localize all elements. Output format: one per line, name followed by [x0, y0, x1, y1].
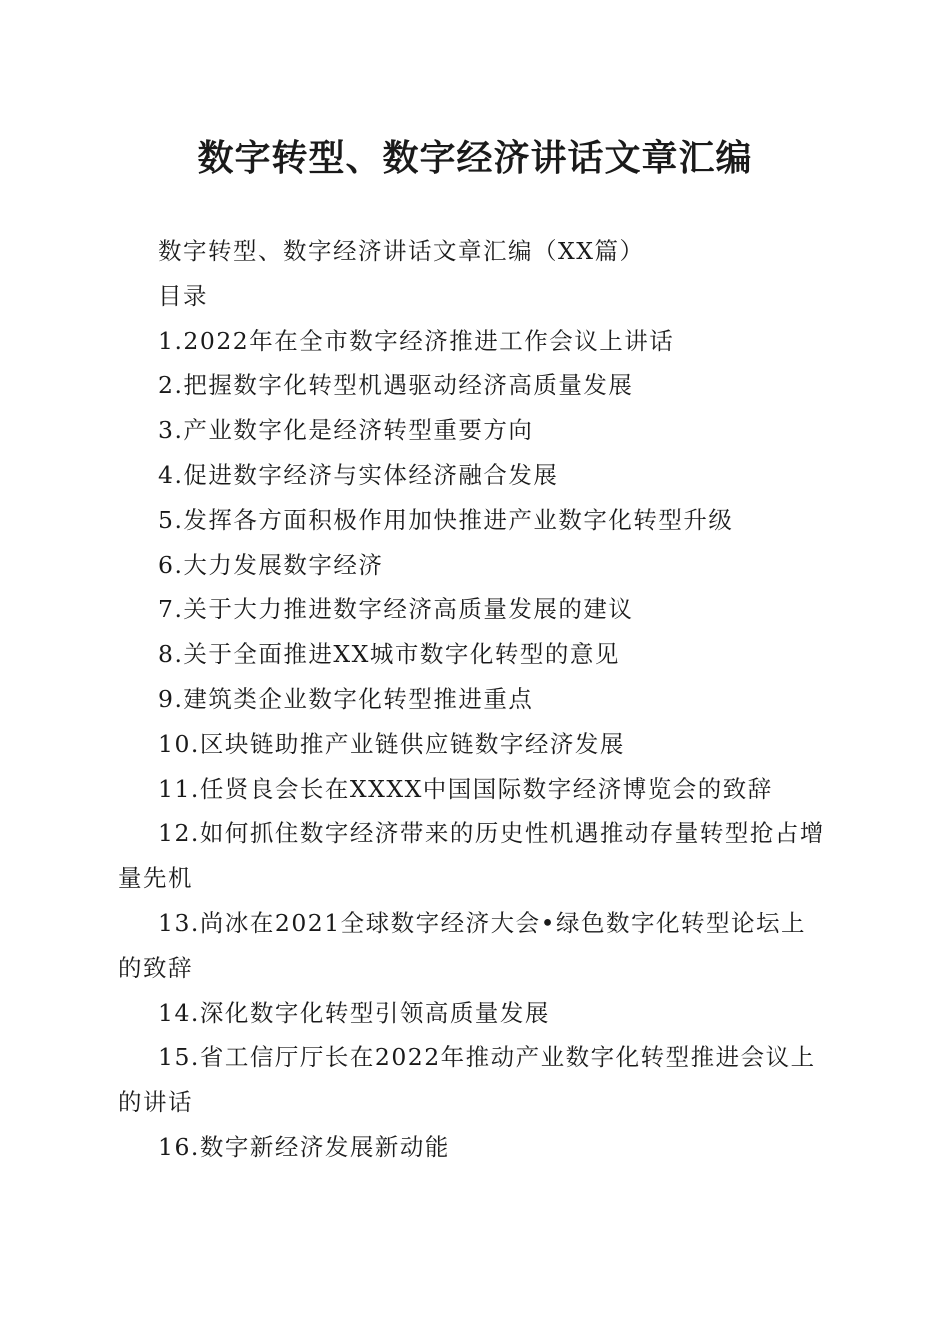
toc-item: 7.关于大力推进数字经济高质量发展的建议 — [158, 595, 634, 624]
toc-item: 6.大力发展数字经济 — [158, 550, 384, 579]
toc-item: 8.关于全面推进XX城市数字化转型的意见 — [158, 640, 620, 669]
toc-item: 13.尚冰在2021全球数字经济大会•绿色数字化转型论坛上的致辞 — [118, 908, 807, 982]
toc-item: 3.产业数字化是经济转型重要方向 — [158, 416, 534, 445]
toc-item: 4.促进数字经济与实体经济融合发展 — [158, 460, 559, 489]
toc-item: 16.数字新经济发展新动能 — [158, 1132, 450, 1161]
toc-item: 11.任贤良会长在XXXX中国国际数字经济博览会的致辞 — [158, 774, 773, 803]
toc-item: 1.2022年在全市数字经济推进工作会议上讲话 — [158, 326, 675, 355]
toc-item: 14.深化数字化转型引领高质量发展 — [158, 998, 550, 1027]
toc-item: 9.建筑类企业数字化转型推进重点 — [158, 684, 534, 713]
toc-item: 12.如何抓住数字经济带来的历史性机遇推动存量转型抢占增量先机 — [118, 819, 825, 893]
document-body — [118, 229, 830, 1170]
collection-subtitle: 数字转型、数字经济讲话文章汇编（XX篇） — [158, 237, 645, 265]
document-title: 数字转型、数字经济讲话文章汇编 — [197, 137, 753, 179]
toc-item: 10.区块链助推产业链供应链数字经济发展 — [158, 729, 625, 758]
toc-item: 15.省工信厅厅长在2022年推动产业数字化转型推进会议上的讲话 — [118, 1043, 816, 1117]
toc-item: 2.把握数字化转型机遇驱动经济高质量发展 — [158, 371, 634, 400]
toc-item: 5.发挥各方面积极作用加快推进产业数字化转型升级 — [158, 505, 734, 534]
toc-heading: 目录 — [158, 281, 208, 310]
